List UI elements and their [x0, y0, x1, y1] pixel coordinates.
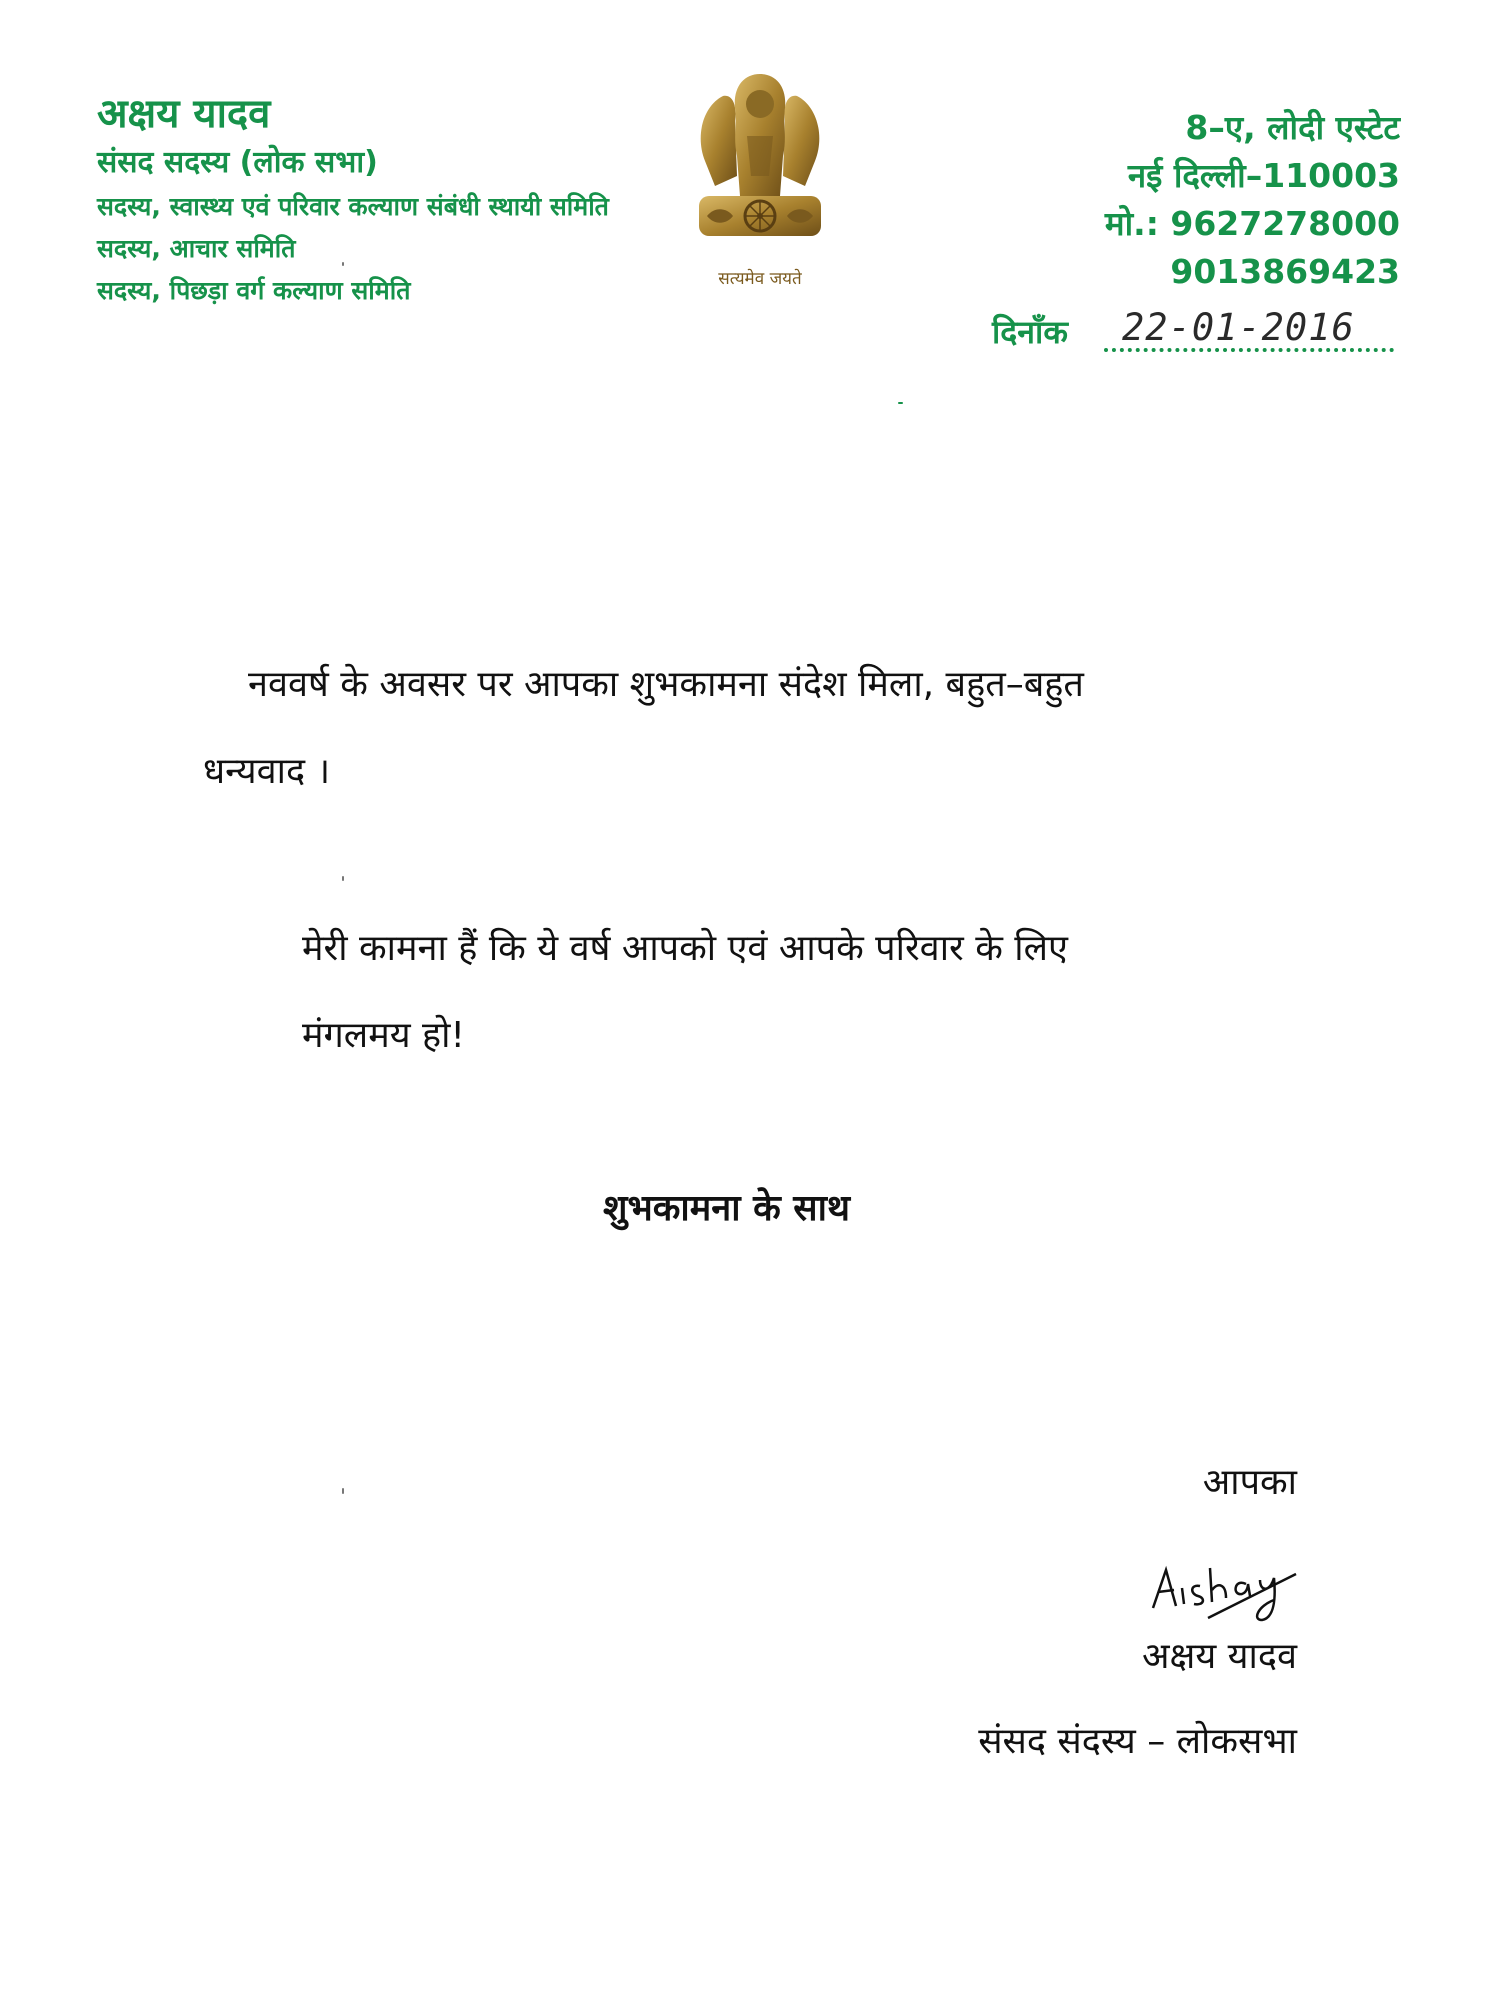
handwritten-signature: [1148, 1548, 1298, 1628]
phone-number: मो.: 9627278000: [1104, 204, 1400, 243]
lion-capital-icon: [685, 66, 835, 266]
letterhead-right: [1105, 104, 1400, 296]
date-label: दिनाँक: [992, 313, 1068, 351]
date-field: [992, 306, 1402, 356]
signatory-designation: संसद संदस्य – लोकसभा: [978, 1721, 1297, 1762]
address-line: 8–ए, लोदी एस्टेट: [1185, 108, 1400, 147]
sender-name: अक्षय यादव: [97, 91, 271, 137]
committee-line: सदस्य, आचार समिति: [97, 234, 296, 263]
address-city: नई दिल्ली–110003: [1127, 156, 1400, 195]
body-paragraph-1: नववर्ष के अवसर पर आपका शुभकामना संदेश मिला, बहुत–बहुत: [248, 664, 1084, 705]
yours-label: आपका: [1202, 1462, 1297, 1503]
scan-speck: [342, 1488, 344, 1494]
date-value: 22-01-2016: [1122, 306, 1355, 349]
signatory-name: अक्षय यादव: [1142, 1636, 1297, 1677]
scan-speck: [342, 876, 344, 881]
phone-number-alt: 9013869423: [1170, 252, 1400, 291]
national-emblem: [685, 66, 835, 296]
scan-speck: [342, 262, 344, 266]
committee-line: सदस्य, स्वास्थ्य एवं परिवार कल्याण संबंधी स्थायी समिति: [97, 192, 609, 221]
letterhead-left: [97, 90, 609, 312]
scan-speck: [898, 402, 903, 404]
sender-title: संसद सदस्य (लोक सभा): [97, 145, 378, 180]
body-paragraph-1-cont: धन्यवाद ।: [203, 751, 331, 792]
body-paragraph-2-cont: मंगलमय हो!: [302, 1015, 465, 1056]
committee-line: सदस्य, पिछड़ा वर्ग कल्याण समिति: [97, 276, 411, 305]
emblem-motto: सत्यमेव जयते: [718, 269, 802, 289]
closing-line: शुभकामना के साथ: [603, 1188, 850, 1229]
body-paragraph-2: मेरी कामना हैं कि ये वर्ष आपको एवं आपके परिवार के लिए: [302, 928, 1068, 969]
